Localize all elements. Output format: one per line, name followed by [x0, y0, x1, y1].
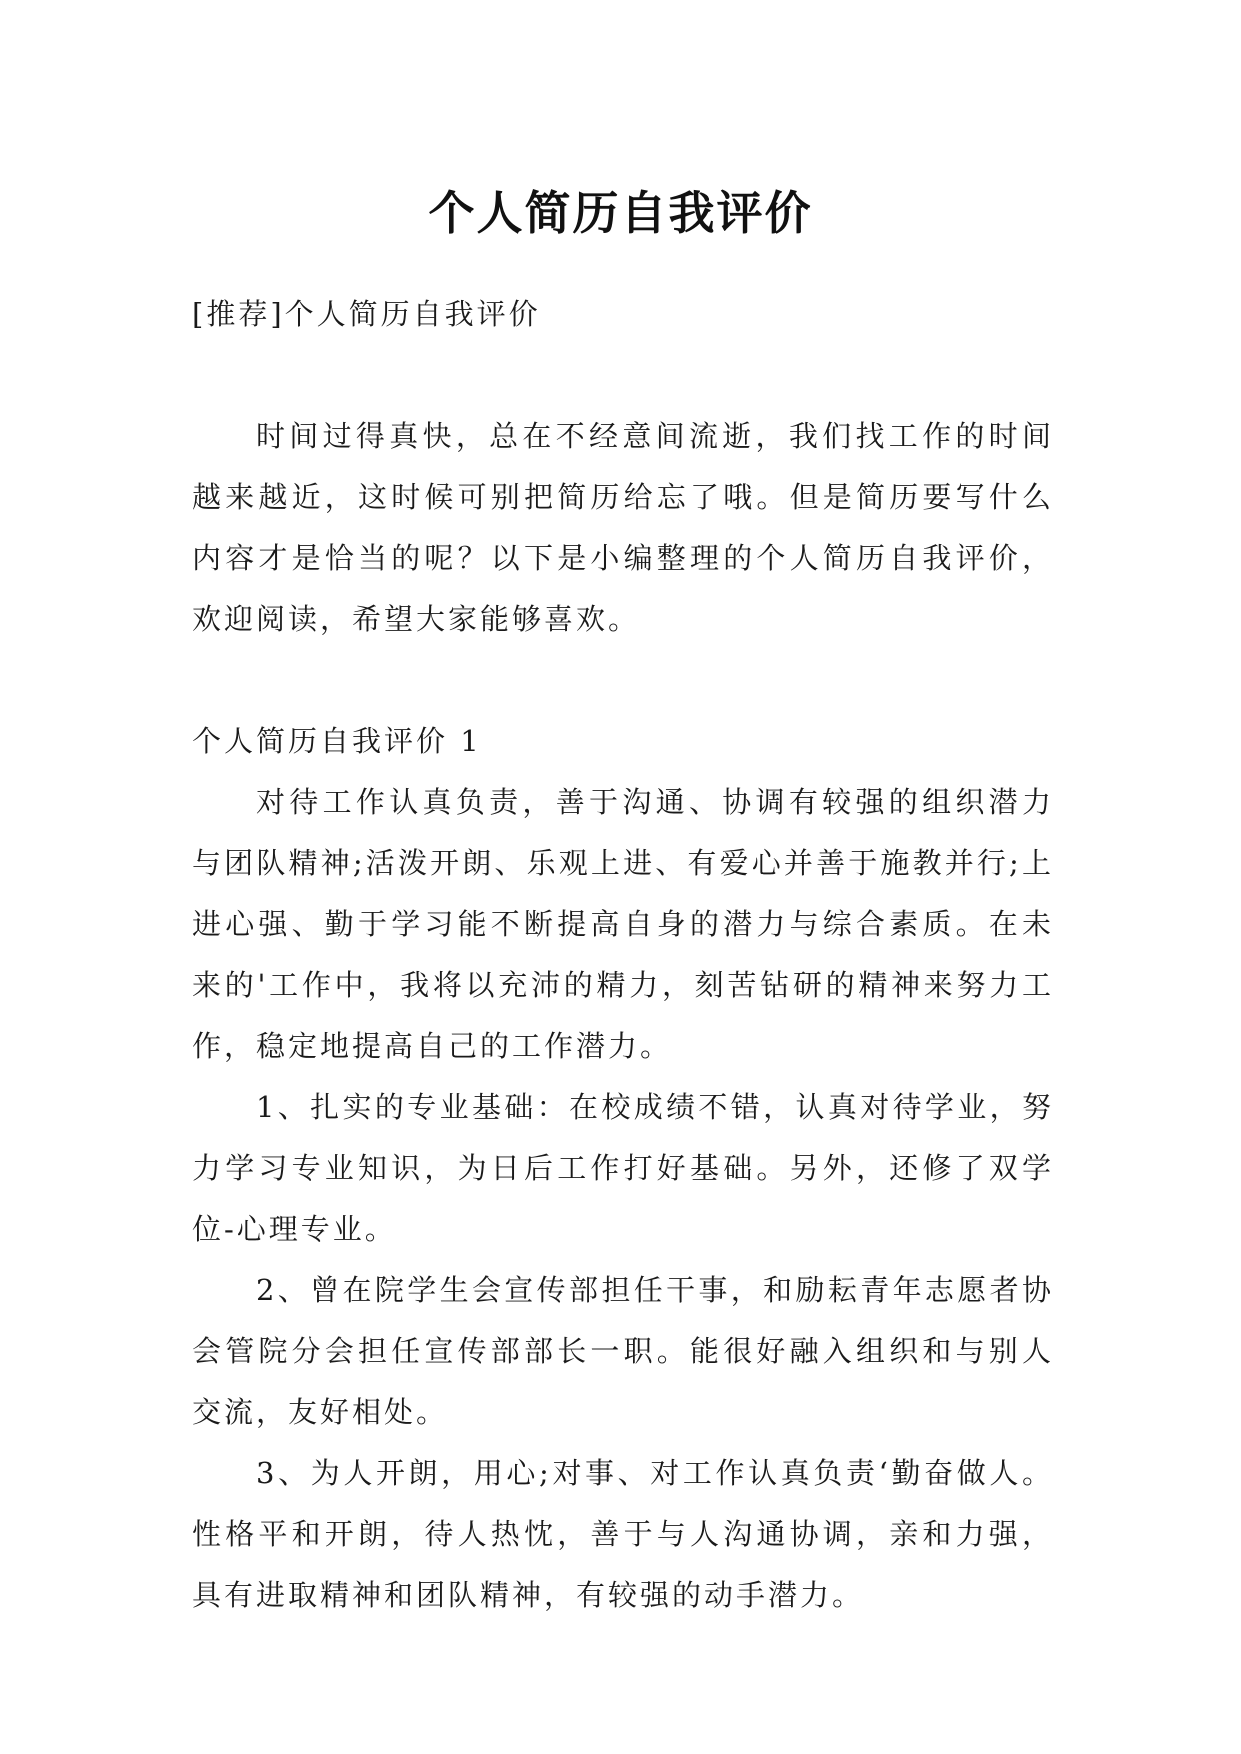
document-subtitle: [推荐]个人简历自我评价 — [192, 297, 541, 331]
body-paragraph: 对待工作认真负责，善于沟通、协调有较强的组织潜力与团队精神;活泼开朗、乐观上进、有爱心并善于施教并行;上进心强、勤于学习能不断提高自身的潜力与综合素质。在未来的'工作中，我将以充沛的精力，刻苦钻研的精神来努力工作，稳定地提高自己的工作潜力。 — [192, 785, 1054, 1063]
section-heading: 个人简历自我评价 1 — [192, 724, 482, 758]
list-item-1: 1、扎实的专业基础：在校成绩不错，认真对待学业，努力学习专业知识，为日后工作打好基础。另外，还修了双学位-心理专业。 — [192, 1090, 1054, 1246]
document-body — [192, 284, 1054, 1626]
list-item-3: 3、为人开朗，用心;对事、对工作认真负责‘勤奋做人。性格平和开朗，待人热忱，善于与人沟通协调，亲和力强，具有进取精神和团队精神，有较强的动手潜力。 — [192, 1456, 1054, 1612]
document-title: 个人简历自我评价 — [428, 185, 813, 240]
intro-paragraph: 时间过得真快，总在不经意间流逝，我们找工作的时间越来越近，这时候可别把简历给忘了哦。但是简历要写什么内容才是恰当的呢？以下是小编整理的个人简历自我评价，欢迎阅读，希望大家能够喜欢。 — [192, 419, 1054, 636]
list-item-2: 2、曾在院学生会宣传部担任干事，和励耘青年志愿者协会管院分会担任宣传部部长一职。能很好融入组织和与别人交流，友好相处。 — [192, 1273, 1054, 1429]
